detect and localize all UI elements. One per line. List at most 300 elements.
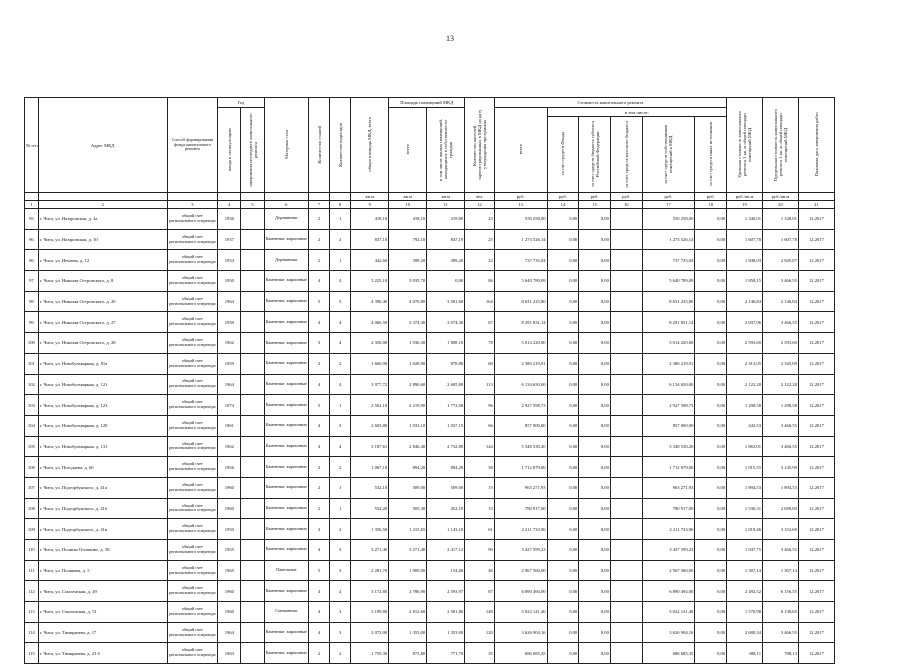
row-year-built: 1960: [218, 581, 241, 602]
row-number: 113: [25, 602, 39, 623]
row-year-built: 1964: [218, 374, 241, 395]
row-cost-owners: 550 258,00: [642, 209, 695, 230]
row-total-area: 3 172,80: [351, 581, 389, 602]
column-number-cell: 16: [610, 201, 642, 209]
row-address: г. Чита, ул. Смоленская, д. 49: [38, 581, 167, 602]
row-number: 101: [25, 353, 39, 374]
row-cost-other: 0,00: [695, 209, 727, 230]
table-row: [25, 250, 835, 271]
row-cost-total: 550 258,00: [494, 209, 547, 230]
row-cost-total: 1 712 879,00: [494, 457, 547, 478]
row-area-residential: 847,10: [427, 229, 465, 250]
row-total-area: 2 356,00: [351, 333, 389, 354]
row-cost-fund: 0,00: [547, 395, 579, 416]
row-wall-material: Деревянные: [264, 209, 308, 230]
row-year-built: 1962: [218, 436, 241, 457]
row-total-area: 837,10: [351, 229, 389, 250]
row-planned-date: 12.2017: [798, 291, 834, 312]
row-specific-cost: 2 313,05: [727, 353, 763, 374]
row-address: г. Чита, ул. Подгорбунского, д. 41а: [38, 477, 167, 498]
row-specific-cost: 1 047,75: [727, 540, 763, 561]
column-number-cell: 9: [351, 201, 389, 209]
row-cost-owners: 5 014 220,00: [642, 333, 695, 354]
row-fund: общий счет регионального оператора: [167, 374, 218, 395]
row-cost-local: [610, 209, 642, 230]
row-cost-total: 3 626 904,16: [494, 622, 547, 643]
row-specific-cost: 1 570,98: [727, 602, 763, 623]
row-wall-material: Каменные, кирпичные: [264, 353, 308, 374]
row-year-repair: [241, 540, 264, 561]
row-cost-local: [610, 333, 642, 354]
header-area-all: всего: [405, 144, 411, 155]
column-number-cell: 11: [427, 201, 465, 209]
row-cost-local: [610, 560, 642, 581]
row-cost-local: [610, 477, 642, 498]
row-cost-total: 2 927 598,73: [494, 395, 547, 416]
row-cost-total: 737 735,04: [494, 250, 547, 271]
row-cost-fund: 0,00: [547, 477, 579, 498]
row-cost-local: [610, 395, 642, 416]
row-total-area: 2 502,10: [351, 395, 389, 416]
column-number-cell: 21: [798, 201, 834, 209]
row-total-area: 3 199,80: [351, 602, 389, 623]
row-year-built: 1959: [218, 353, 241, 374]
row-specific-cost: 1 858,15: [727, 271, 763, 292]
row-cost-regional: 0,00: [579, 209, 611, 230]
row-total-area: 4 066,50: [351, 312, 389, 333]
row-cost-total: 2 211 733,96: [494, 519, 547, 540]
row-planned-date: 12.2017: [798, 498, 834, 519]
row-planned-date: 12.2017: [798, 312, 834, 333]
row-year-built: 1964: [218, 622, 241, 643]
row-year-built: 1959: [218, 312, 241, 333]
row-max-cost: 2 122,28: [763, 374, 799, 395]
row-cost-other: 0,00: [695, 333, 727, 354]
row-cost-regional: 0,00: [579, 622, 611, 643]
row-specific-cost: 388,11: [727, 643, 763, 664]
row-wall-material: Каменные, кирпичные: [264, 374, 308, 395]
row-year-repair: [241, 560, 264, 581]
row-cost-fund: 0,00: [547, 271, 579, 292]
row-cost-owners: 6 134 650,00: [642, 374, 695, 395]
row-floors: 2: [309, 457, 330, 478]
row-address: г. Чита, ул. Смоленская, д. 51: [38, 602, 167, 623]
row-area-residential: 452,10: [427, 498, 465, 519]
row-cost-other: 0,00: [695, 291, 727, 312]
row-planned-date: 12.2017: [798, 353, 834, 374]
row-fund: общий счет регионального оператора: [167, 519, 218, 540]
row-number: 107: [25, 477, 39, 498]
row-cost-local: [610, 581, 642, 602]
row-cost-owners: 2 211 733,96: [642, 519, 695, 540]
row-specific-cost: 1 340,01: [727, 209, 763, 230]
row-fund: общий счет регионального оператора: [167, 560, 218, 581]
row-cost-owners: 2 967 560,00: [642, 560, 695, 581]
row-year-repair: [241, 457, 264, 478]
row-cost-regional: 0,00: [579, 540, 611, 561]
row-floors: 4: [309, 312, 330, 333]
row-area-all: 3 035,70: [389, 271, 427, 292]
row-cost-regional: 0,00: [579, 560, 611, 581]
table-row: [25, 436, 835, 457]
row-cost-regional: 0,00: [579, 250, 611, 271]
row-cost-other: 0,00: [695, 374, 727, 395]
row-residents: 61: [465, 519, 495, 540]
row-cost-total: 6 134 650,00: [494, 374, 547, 395]
row-cost-fund: 0,00: [547, 622, 579, 643]
row-cost-owners: 5 640 789,09: [642, 271, 695, 292]
row-cost-local: [610, 312, 642, 333]
row-floors: 2: [309, 209, 330, 230]
row-cost-total: 5 022 141,40: [494, 602, 547, 623]
row-total-area: 4 396,40: [351, 291, 389, 312]
row-floors: 2: [309, 353, 330, 374]
row-cost-owners: 2 380 219,91: [642, 353, 695, 374]
row-cost-regional: 0,00: [579, 374, 611, 395]
row-cost-regional: 0,00: [579, 271, 611, 292]
unit-cell: руб./кв.м: [763, 193, 799, 201]
row-max-cost: 1 307,14: [763, 560, 799, 581]
row-cost-other: 0,00: [695, 229, 727, 250]
row-year-repair: [241, 519, 264, 540]
column-number-cell: 3: [167, 201, 218, 209]
table-row: [25, 312, 835, 333]
row-fund: общий счет регионального оператора: [167, 436, 218, 457]
row-cost-regional: 0,00: [579, 395, 611, 416]
row-cost-other: 0,00: [695, 436, 727, 457]
row-max-cost: 3 466,55: [763, 312, 799, 333]
table-row: [25, 540, 835, 561]
table-row: [25, 581, 835, 602]
row-address: г. Чита, ул. Погодаева, д. 60: [38, 457, 167, 478]
row-planned-date: 12.2017: [798, 560, 834, 581]
header-wall-material: Материал стен: [283, 130, 289, 159]
row-number: 102: [25, 374, 39, 395]
row-total-area: 2 603,80: [351, 415, 389, 436]
row-cost-local: [610, 436, 642, 457]
row-cost-regional: 0,00: [579, 498, 611, 519]
row-number: 103: [25, 395, 39, 416]
row-total-area: 1 067,10: [351, 457, 389, 478]
header-max-cost: Предельная стоимость капитального ремонта 1 кв. м общей площади помещений МКД: [772, 108, 788, 181]
row-cost-local: [610, 643, 642, 664]
row-cost-regional: 0,00: [579, 291, 611, 312]
row-address: г. Чита, ул. Тимирязева, д. 17: [38, 622, 167, 643]
row-entrances: 2: [330, 229, 351, 250]
row-year-repair: [241, 602, 264, 623]
row-cost-other: 0,00: [695, 519, 727, 540]
row-wall-material: Панельные: [264, 560, 308, 581]
row-year-built: 1960: [218, 498, 241, 519]
row-area-residential: 2 417,12: [427, 540, 465, 561]
row-cost-owners: 686 685,35: [642, 643, 695, 664]
row-max-cost: 1 894,53: [763, 477, 799, 498]
row-cost-total: 963 271,93: [494, 477, 547, 498]
row-cost-fund: 0,00: [547, 602, 579, 623]
row-number: 98: [25, 291, 39, 312]
row-fund: общий счет регионального оператора: [167, 540, 218, 561]
row-entrances: 3: [330, 415, 351, 436]
row-fund: общий счет регионального оператора: [167, 353, 218, 374]
row-address: г. Чита, ул. Полякова, д. 5: [38, 560, 167, 581]
row-fund: общий счет регионального оператора: [167, 312, 218, 333]
row-entrances: 4: [330, 312, 351, 333]
row-cost-total: 6 890 494,00: [494, 581, 547, 602]
row-residents: 46: [465, 560, 495, 581]
row-specific-cost: 1 530,31: [727, 498, 763, 519]
row-planned-date: 12.2017: [798, 436, 834, 457]
row-area-residential: 154,60: [427, 560, 465, 581]
row-year-repair: [241, 291, 264, 312]
row-floors: 2: [309, 229, 330, 250]
row-cost-other: 0,00: [695, 250, 727, 271]
row-area-residential: 878,80: [427, 353, 465, 374]
row-specific-cost: 1 819,46: [727, 519, 763, 540]
row-cost-fund: 0,00: [547, 250, 579, 271]
row-floors: 4: [309, 622, 330, 643]
header-floors: Количество этажей: [316, 125, 322, 164]
row-area-all: 1 215,65: [389, 519, 427, 540]
row-max-cost: 2 593,60: [763, 333, 799, 354]
column-number-cell: 10: [389, 201, 427, 209]
row-year-built: 1964: [218, 291, 241, 312]
row-cost-local: [610, 415, 642, 436]
header-area-group: Площадь помещений МКД: [389, 98, 465, 108]
row-specific-cost: 1 863,01: [727, 436, 763, 457]
row-year-repair: [241, 353, 264, 374]
table-row: [25, 519, 835, 540]
row-number: 112: [25, 581, 39, 602]
row-entrances: 3: [330, 560, 351, 581]
row-planned-date: 12.2017: [798, 581, 834, 602]
header-cost-total: всего: [518, 144, 524, 155]
row-cost-regional: 0,00: [579, 457, 611, 478]
row-cost-regional: 0,00: [579, 643, 611, 664]
row-cost-regional: 0,00: [579, 581, 611, 602]
row-total-area: 1 660,00: [351, 353, 389, 374]
row-cost-total: 686 685,35: [494, 643, 547, 664]
row-cost-local: [610, 457, 642, 478]
row-planned-date: 12.2017: [798, 333, 834, 354]
unit-cell: кв.м: [389, 193, 427, 201]
header-cost-owners: за счет средств собственников помещений в МКД: [663, 124, 674, 184]
row-planned-date: 12.2017: [798, 519, 834, 540]
column-number-cell: 12: [465, 201, 495, 209]
row-address: г. Чита, ул. Новобульварная, д. 123: [38, 395, 167, 416]
table-row: [25, 353, 835, 374]
row-entrances: 4: [330, 581, 351, 602]
row-wall-material: Каменные, кирпичные: [264, 333, 308, 354]
row-wall-material: Каменные, кирпичные: [264, 229, 308, 250]
column-number-cell: 7: [309, 201, 330, 209]
row-total-area: 1 356,50: [351, 519, 389, 540]
row-cost-regional: 0,00: [579, 436, 611, 457]
row-address: г. Чита, ул. Тимирязева, д. 23 б: [38, 643, 167, 664]
row-planned-date: 12.2017: [798, 477, 834, 498]
row-cost-owners: 5 348 530,20: [642, 436, 695, 457]
unit-cell: кв.м: [427, 193, 465, 201]
row-cost-fund: 0,00: [547, 333, 579, 354]
row-total-area: 3 977,72: [351, 374, 389, 395]
row-total-area: 442,60: [351, 250, 389, 271]
table-row: [25, 602, 835, 623]
table-row: [25, 457, 835, 478]
row-max-cost: 2 345,09: [763, 353, 799, 374]
row-floors: 2: [309, 643, 330, 664]
row-address: г. Чита, ул. Нечаева, д. 12: [38, 250, 167, 271]
row-fund: общий счет регионального оператора: [167, 271, 218, 292]
row-max-cost: 2 146,84: [763, 291, 799, 312]
row-address: г. Чита, ул. Николая Островского, д. 27: [38, 312, 167, 333]
row-cost-local: [610, 271, 642, 292]
table-row: [25, 291, 835, 312]
row-residents: 113: [465, 374, 495, 395]
row-year-repair: [241, 477, 264, 498]
row-year-built: 1960: [218, 602, 241, 623]
row-specific-cost: 1 607,78: [727, 229, 763, 250]
row-area-residential: 2 593,97: [427, 581, 465, 602]
row-residents: 15: [465, 498, 495, 519]
header-incl: в том числе:: [547, 108, 727, 117]
row-specific-cost: 1 298,58: [727, 395, 763, 416]
row-fund: общий счет регионального оператора: [167, 395, 218, 416]
row-cost-total: 3 427 599,23: [494, 540, 547, 561]
column-number-cell: 4: [218, 201, 241, 209]
row-cost-total: 5 640 789,09: [494, 271, 547, 292]
row-cost-fund: 0,00: [547, 312, 579, 333]
row-cost-total: 2 380 219,91: [494, 353, 547, 374]
unit-cell: кв.м: [351, 193, 389, 201]
row-wall-material: Каменные, кирпичные: [264, 498, 308, 519]
row-entrances: 1: [330, 250, 351, 271]
row-year-repair: [241, 581, 264, 602]
row-year-repair: [241, 271, 264, 292]
row-year-built: 1954: [218, 250, 241, 271]
row-cost-local: [610, 498, 642, 519]
row-planned-date: 12.2017: [798, 540, 834, 561]
row-area-all: 894,20: [389, 457, 427, 478]
row-year-built: 1960: [218, 477, 241, 498]
row-area-residential: 3 501,60: [427, 291, 465, 312]
row-address: г. Чита, ул. Подгорбунского, д. 41в: [38, 519, 167, 540]
row-max-cost: 6 156,55: [763, 581, 799, 602]
row-specific-cost: 443,53: [727, 415, 763, 436]
row-max-cost: 1 298,58: [763, 395, 799, 416]
row-cost-local: [610, 353, 642, 374]
row-area-residential: 3 074,30: [427, 312, 465, 333]
row-floors: 2: [309, 250, 330, 271]
row-address: г. Чита, ул. Подгорбунского, д. 41б: [38, 498, 167, 519]
row-cost-fund: 0,00: [547, 540, 579, 561]
table-row: [25, 415, 835, 436]
row-floors: 4: [309, 271, 330, 292]
row-total-area: 2 281,70: [351, 560, 389, 581]
row-cost-other: 0,00: [695, 581, 727, 602]
row-cost-total: 5 014 220,00: [494, 333, 547, 354]
row-planned-date: 12.2017: [798, 415, 834, 436]
table-row: [25, 271, 835, 292]
row-residents: 67: [465, 312, 495, 333]
header-fund: Способ формирования фонда капитального ремонта: [167, 98, 218, 193]
row-planned-date: 12.2017: [798, 209, 834, 230]
row-number: 106: [25, 457, 39, 478]
row-specific-cost: 1 307,14: [727, 560, 763, 581]
row-cost-fund: 0,00: [547, 581, 579, 602]
row-cost-local: [610, 374, 642, 395]
unit-cell: руб.: [610, 193, 642, 201]
column-number-cell: 15: [579, 201, 611, 209]
row-total-area: 5 225,10: [351, 271, 389, 292]
page-number: 13: [446, 34, 454, 43]
row-cost-other: 0,00: [695, 540, 727, 561]
header-entrances: Количество подъездов: [337, 122, 343, 167]
row-cost-regional: 0,00: [579, 312, 611, 333]
row-cost-total: 857 000,00: [494, 415, 547, 436]
row-year-built: 1962: [218, 333, 241, 354]
row-residents: 25: [465, 229, 495, 250]
row-entrances: 2: [330, 457, 351, 478]
row-cost-other: 0,00: [695, 312, 727, 333]
row-residents: 66: [465, 415, 495, 436]
row-address: г. Чита, ул. Новобульварная, д. 129: [38, 415, 167, 436]
row-cost-regional: 0,00: [579, 229, 611, 250]
row-fund: общий счет регионального оператора: [167, 602, 218, 623]
row-number: 105: [25, 436, 39, 457]
row-total-area: 2 073,00: [351, 622, 389, 643]
row-number: 108: [25, 498, 39, 519]
row-total-area: 3 187,61: [351, 436, 389, 457]
row-number: 96: [25, 250, 39, 271]
column-number-cell: 17: [642, 201, 695, 209]
row-address: г. Чита, ул. Полины Осипенко, д. 38: [38, 540, 167, 561]
row-fund: общий счет регионального оператора: [167, 291, 218, 312]
row-area-all: 2 786,90: [389, 581, 427, 602]
row-total-area: 418,10: [351, 209, 389, 230]
row-entrances: 1: [330, 498, 351, 519]
row-cost-fund: 0,00: [547, 643, 579, 664]
row-cost-regional: 0,00: [579, 519, 611, 540]
row-cost-fund: 0,00: [547, 374, 579, 395]
row-wall-material: Каменные, кирпичные: [264, 540, 308, 561]
row-wall-material: Каменные, кирпичные: [264, 457, 308, 478]
row-residents: 90: [465, 540, 495, 561]
row-wall-material: Деревянные: [264, 250, 308, 271]
row-specific-cost: 2 680,34: [727, 622, 763, 643]
row-area-all: 792,10: [389, 229, 427, 250]
row-planned-date: 12.2017: [798, 374, 834, 395]
row-cost-owners: 963 271,93: [642, 477, 695, 498]
row-fund: общий счет регионального оператора: [167, 229, 218, 250]
row-area-all: 3 374,30: [389, 312, 427, 333]
row-wall-material: Каменные, кирпичные: [264, 643, 308, 664]
row-cost-owners: 2 927 598,73: [642, 395, 695, 416]
row-entrances: 3: [330, 540, 351, 561]
row-area-all: 509,00: [389, 477, 427, 498]
row-year-built: 1974: [218, 395, 241, 416]
row-number: 111: [25, 560, 39, 581]
row-wall-material: Каменные, кирпичные: [264, 312, 308, 333]
row-floors: 3: [309, 333, 330, 354]
row-year-repair: [241, 395, 264, 416]
row-specific-cost: 2 122,28: [727, 374, 763, 395]
row-cost-owners: 1 712 879,00: [642, 457, 695, 478]
row-area-all: 399,20: [389, 250, 427, 271]
row-cost-fund: 0,00: [547, 229, 579, 250]
row-cost-fund: 0,00: [547, 519, 579, 540]
header-area-residential: в том числе жилых помещений, находящихся в собственности граждан: [438, 118, 454, 181]
row-residents: 86: [465, 271, 495, 292]
row-wall-material: Каменные, кирпичные: [264, 271, 308, 292]
